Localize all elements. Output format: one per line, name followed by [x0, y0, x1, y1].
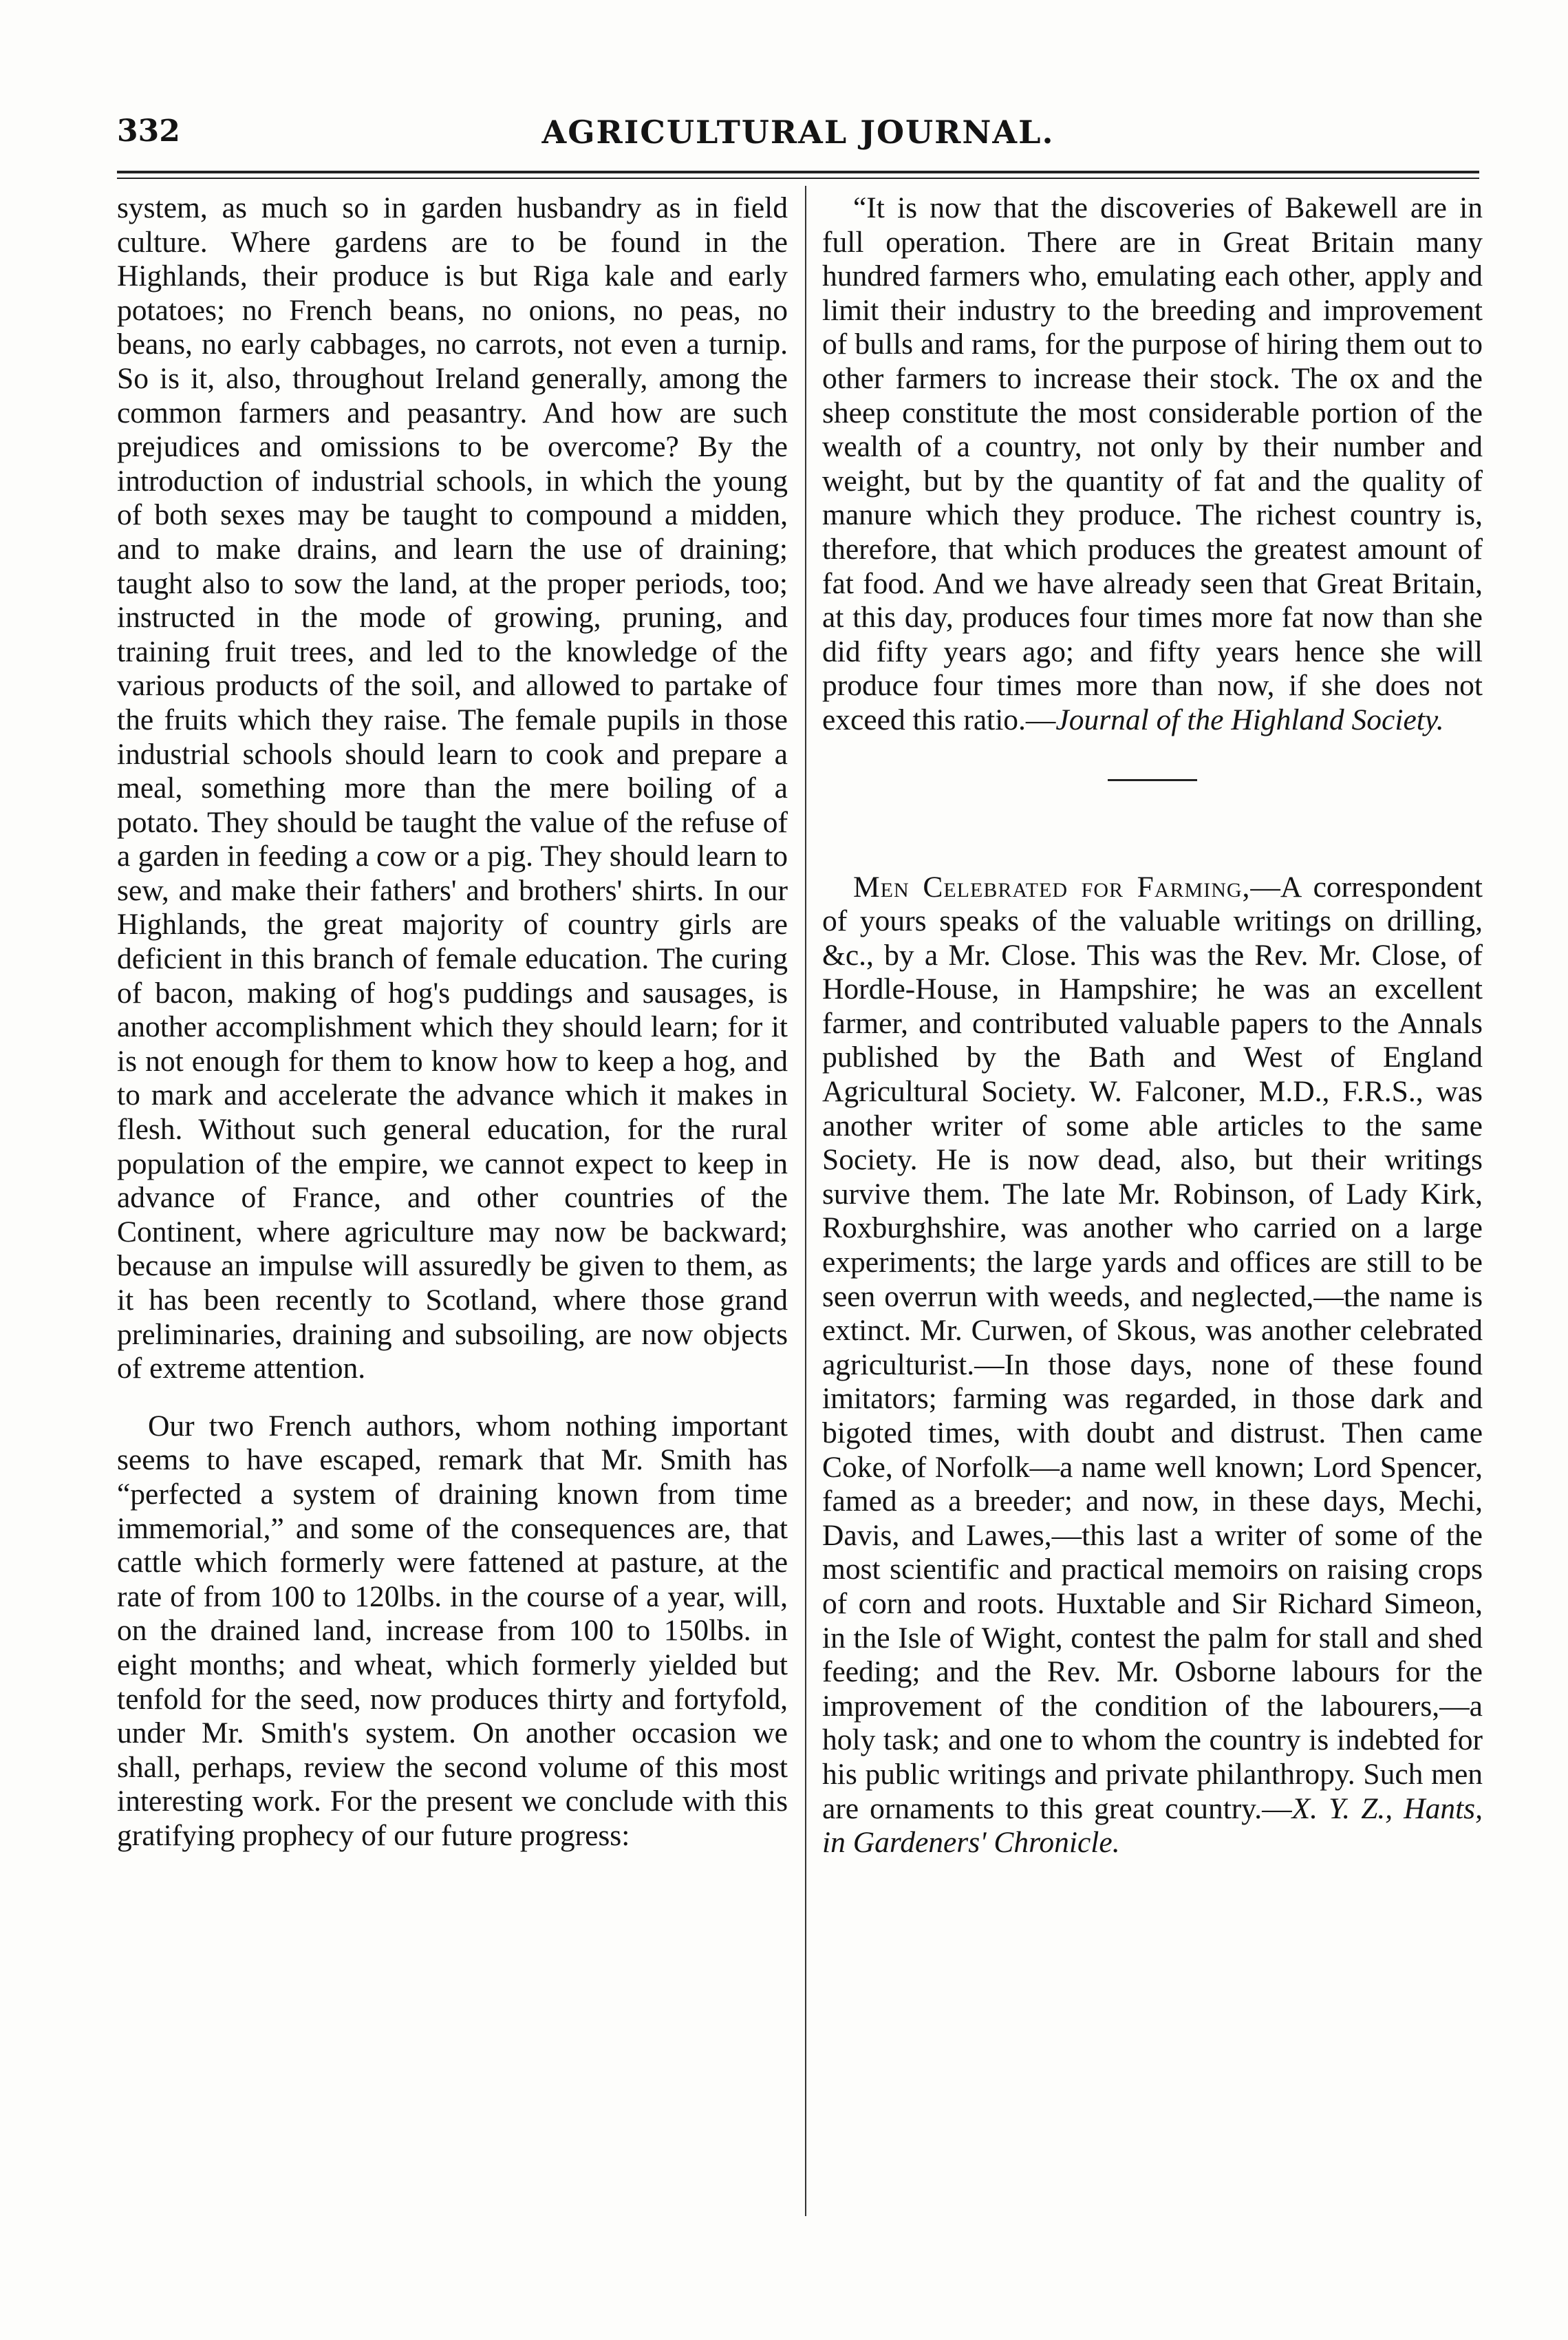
page-header [117, 114, 1479, 162]
article-heading: Men Celebrated for Farming, [853, 870, 1251, 904]
quote-text: “It is now that the discoveries of Bakewell are in full operation. There are in Great Britain many hundred farmers who, emulating each other, apply and limit their industry to the breeding and improvement of bulls and rams, for the purpose of hiring them out to other farmers to increase their stock. The ox and the sheep constitute the most considerable portion of the wealth of a country, not only by their number and weight, but by the quantity of fat and the quality of manure which they produce. The richest country is, therefore, that which produces the greatest amount of fat food. And we have already seen that Great Britain, at this day, produces four times more fat now than she did fifty years ago; and fifty years hence she will produce four times more than now, if she does not exceed this ratio.— [822, 191, 1483, 736]
quoted-prophecy [822, 191, 1483, 738]
article-signature: X. Y. Z., Hants, in Gardeners' Chronicle. [822, 1791, 1483, 1860]
section-separator [1108, 779, 1197, 781]
left-column [117, 191, 788, 1853]
column-divider [805, 186, 806, 2216]
left-paragraph-french-authors: Our two French authors, whom nothing important seems to have escaped, remark that Mr. Smith has “perfected a system of draining known from time immemorial,” and some of the consequences are, that cattle which formerly were fattened at pasture, at the rate of from 100 to 120lbs. in the course of a year, will, on the drained land, increase from 100 to 150lbs. in eight months; and wheat, which formerly yielded but tenfold for the seed, now produces thirty and fortyfold, under Mr. Smith's system. On another occasion we shall, perhaps, review the second volume of this most interesting work. For the present we conclude with this gratifying prophecy of our future progress: [117, 1409, 788, 1852]
left-paragraph-continued: system, as much so in garden husbandry as in field culture. Where gardens are to be found in the Highlands, their produce is but Riga kale and early potatoes; no French beans, no onions, no peas, no beans, no early cabbages, no carrots, not even a turnip. So is it, also, throughout Ireland generally, among the common farmers and peasantry. And how are such prejudices and omissions to be overcome? By the introduction of industrial schools, in which the young of both sexes may be taught to compound a midden, and to make drains, and learn the use of draining; taught also to sow the land, at the proper periods, too; instructed in the mode of growing, pruning, and training fruit trees, and led to the knowledge of the various products of the soil, and allowed to partake of the fruits which they raise. The female pupils in those industrial schools should learn to cook and prepare a meal, something more than the mere boiling of a potato. They should be taught the value of the refuse of a garden in feeding a cow or a pig. They should learn to sew, and make their fathers' and brothers' shirts. In our Highlands, the great majority of country girls are deficient in this branch of female education. The curing of bacon, making of hog's puddings and sausages, is another accomplishment which they should learn; for it is not enough for them to know how to keep a hog, and to mark and accelerate the advance which it makes in flesh. Without such general education, for the rural population of the empire, we cannot expect to keep in advance of France, and other countries of the Continent, where agriculture may now be backward; because an impulse will assuredly be given to them, as it has been recently to Scotland, where those grand preliminaries, draining and subsoiling, are now objects of extreme attention. [117, 191, 788, 1385]
quote-source: Journal of the Highland Society. [1055, 703, 1444, 736]
header-rule [117, 171, 1479, 173]
right-column [822, 191, 1483, 1860]
page-number: 332 [117, 114, 180, 149]
running-title: AGRICULTURAL JOURNAL. [541, 114, 1055, 151]
header-rule-thin [117, 178, 1479, 179]
article-men-celebrated [822, 871, 1483, 1860]
article-body: —A correspondent of yours speaks of the valuable writings on drilling, &c., by a Mr. Close. This was the Rev. Mr. Close, of Hordle-House, in Hampshire; he was an excellent farmer, and contributed valuable papers to the Annals published by the Bath and West of England Agricultural Society. W. Falconer, M.D., F.R.S., was another writer of some able articles to the same Society. He is now dead, also, but their writings survive them. The late Mr. Robinson, of Lady Kirk, Roxburghshire, was another who carried on a large experiments; the large yards and offices are still to be seen overrun with weeds, and neglected,—the name is extinct. Mr. Curwen, of Skous, was another celebrated agriculturist.—In those days, none of these found imitators; farming was regarded, in those dark and bigoted times, with doubt and distrust. Then came Coke, of Norfolk—a name well known; Lord Spencer, famed as a breeder; and now, in these days, Mechi, Davis, and Lawes,—this last a writer of some of the most scientific and practical memoirs on raising crops of corn and roots. Huxtable and Sir Richard Simeon, in the Isle of Wight, contest the palm for stall and shed feeding; and the Rev. Mr. Osborne labours for the improvement of the condition of the labourers,—a holy task; and one to whom the country is indebted for his public writings and private philanthropy. Such men are ornaments to this great country.— [822, 870, 1483, 1825]
